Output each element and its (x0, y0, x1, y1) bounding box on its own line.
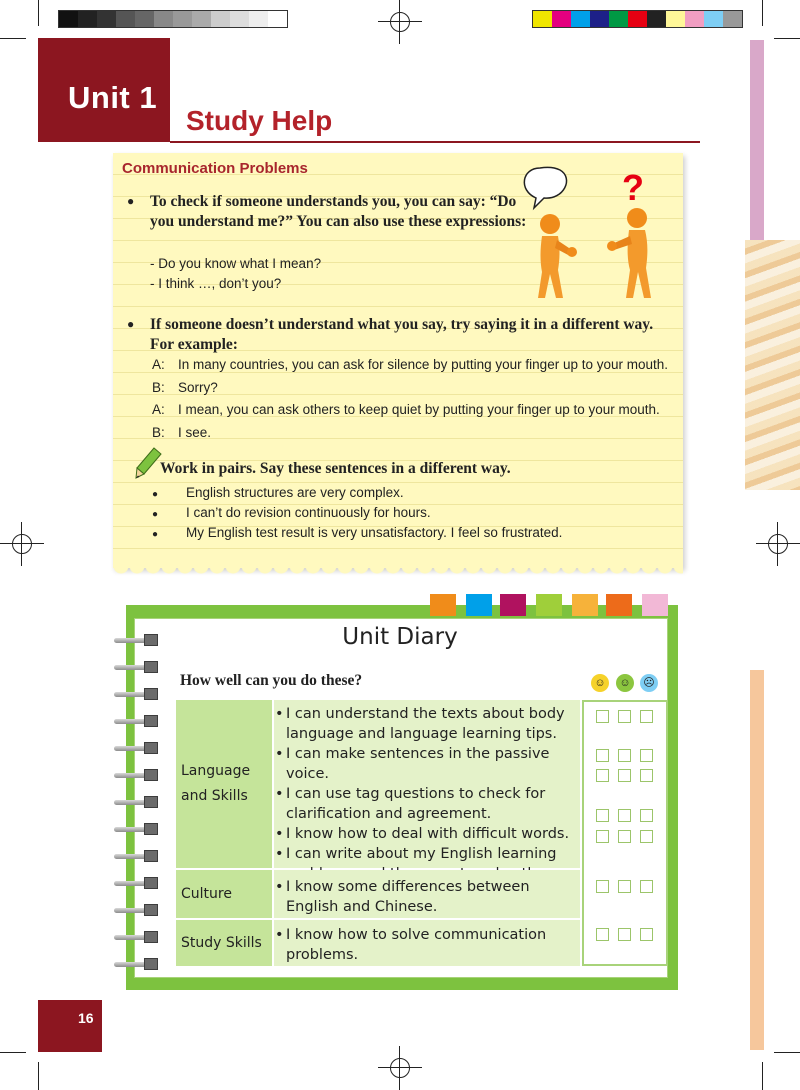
notebook-tab (642, 594, 668, 616)
registration-mark (378, 1046, 422, 1090)
task-item-text: English structures are very complex. (186, 485, 404, 500)
rating-checkbox[interactable] (618, 928, 631, 941)
diary-items (274, 700, 580, 868)
spiral-ring (114, 904, 164, 916)
spiral-ring (114, 661, 164, 673)
page-number: 16 (78, 1010, 94, 1026)
rating-checkbox[interactable] (618, 769, 631, 782)
can-do-item: • I can understand the texts about body language and language learning tips. (274, 704, 576, 744)
rating-checkbox[interactable] (618, 809, 631, 822)
rating-checkbox[interactable] (596, 769, 609, 782)
rating-checkbox[interactable] (618, 710, 631, 723)
trim-mark (774, 1052, 800, 1053)
dialogue-text: I see. (178, 425, 212, 440)
page-title: Study Help (186, 105, 333, 136)
spiral-ring (114, 877, 164, 889)
pencil-icon (134, 446, 162, 480)
dialogue-text: Sorry? (178, 380, 218, 395)
rating-checkbox[interactable] (596, 749, 609, 762)
spiral-ring (114, 634, 164, 646)
can-do-item: • I can make sentences in the passive voice. (274, 744, 576, 784)
diary-items (274, 920, 580, 966)
neutral-face-icon: ☺ (616, 674, 634, 692)
notebook-tab (466, 594, 492, 616)
rating-checkbox[interactable] (640, 710, 653, 723)
trim-mark (762, 1062, 763, 1090)
can-do-item: • I can write about my English learning (274, 844, 576, 884)
speaker-label: A: (152, 357, 165, 372)
rating-checkbox[interactable] (640, 769, 653, 782)
dialogue-line (152, 402, 660, 417)
section-heading: Communication Problems (122, 160, 308, 177)
task-item: ● My English test result is very unsatisfactory. I feel so frustrated. (152, 525, 563, 540)
rating-checkbox[interactable] (640, 928, 653, 941)
spiral-ring (114, 796, 164, 808)
rating-checkbox[interactable] (596, 880, 609, 893)
rating-checkbox[interactable] (618, 880, 631, 893)
registration-mark (0, 522, 44, 566)
title-underline (170, 141, 700, 143)
trim-mark (38, 1062, 39, 1090)
rating-checkbox[interactable] (640, 749, 653, 762)
rating-checkbox[interactable] (618, 830, 631, 843)
dialogue-line (152, 380, 218, 395)
can-do-item: • I know some differences between English and Chinese. (274, 877, 576, 917)
rating-checkbox[interactable] (640, 880, 653, 893)
notebook-tab (500, 594, 526, 616)
spiral-ring (114, 742, 164, 754)
color-strip (532, 10, 743, 28)
diary-category (176, 920, 272, 966)
diary-question: How well can you do these? (180, 672, 363, 689)
example-line: - I think …, don’t you? (150, 276, 282, 291)
trim-mark (774, 38, 800, 39)
dialogue-line (152, 425, 211, 440)
diary-items (274, 870, 580, 918)
task-item: ● English structures are very complex. (152, 485, 404, 500)
can-do-item: • I know how to deal with difficult words. (274, 824, 576, 844)
side-photo-strip (745, 240, 800, 490)
speaker-label: B: (152, 425, 165, 440)
category-label: Culture (181, 886, 232, 902)
diary-category (176, 870, 272, 918)
category-label: Study Skills (181, 935, 262, 951)
notebook-tab (430, 594, 456, 616)
bullet-dot: ● (127, 194, 135, 208)
tip-text: If someone doesn’t understand what you say, try saying it in a different way. For example: (150, 316, 654, 353)
spiral-ring (114, 688, 164, 700)
dialogue-text: I mean, you can ask others to keep quiet by putting your finger up to your mouth. (178, 402, 660, 417)
task-item: ● I can’t do revision continuously for hours. (152, 505, 431, 520)
happy-face-icon: ☺ (591, 674, 609, 692)
rating-checkbox[interactable] (640, 809, 653, 822)
task-heading: Work in pairs. Say these sentences in a different way. (160, 460, 511, 477)
spiral-ring (114, 850, 164, 862)
spiral-ring (114, 715, 164, 727)
registration-mark (378, 0, 422, 44)
notebook-tab (606, 594, 632, 616)
unit-label: Unit 1 (68, 80, 158, 115)
notebook-tab (572, 594, 598, 616)
spiral-ring (114, 931, 164, 943)
dialogue-line (152, 357, 668, 372)
spiral-ring (114, 823, 164, 835)
trim-mark (0, 38, 26, 39)
spiral-ring (114, 958, 164, 970)
speaker-label: A: (152, 402, 165, 417)
bullet-dot: ● (127, 317, 135, 331)
question-mark: ? (622, 167, 644, 208)
rating-checkbox[interactable] (640, 830, 653, 843)
task-item-text: My English test result is very unsatisfactory. I feel so frustrated. (186, 525, 563, 540)
can-do-item: • I can use tag questions to check for clarification and agreement. (274, 784, 576, 824)
diary-title: Unit Diary (342, 624, 458, 650)
speaker-label: B: (152, 380, 165, 395)
side-stripe (750, 670, 764, 1050)
notebook-tab (536, 594, 562, 616)
diary-category (176, 700, 272, 868)
trim-mark (0, 1052, 26, 1053)
trim-mark (762, 0, 763, 26)
can-do-item: • I know how to solve communication problems. (274, 925, 576, 965)
dialogue-text: In many countries, you can ask for silence by putting your finger up to your mouth. (178, 357, 669, 372)
task-item-text: I can’t do revision continuously for hours. (186, 505, 431, 520)
rating-checkbox[interactable] (596, 928, 609, 941)
tip-text: To check if someone understands you, you can say: “Do you understand me?” You can also use these expressions: (150, 193, 527, 230)
rating-checkbox[interactable] (596, 809, 609, 822)
spiral-ring (114, 769, 164, 781)
page-number-box (38, 1000, 102, 1052)
grayscale-strip (58, 10, 288, 28)
registration-mark (756, 522, 800, 566)
sad-face-icon: ☹ (640, 674, 658, 692)
example-line: - Do you know what I mean? (150, 256, 322, 271)
category-label: Language and Skills (181, 763, 251, 804)
rating-checkbox[interactable] (618, 749, 631, 762)
side-stripe (750, 40, 764, 240)
rating-checkbox[interactable] (596, 710, 609, 723)
talking-figures-illustration (512, 160, 677, 310)
rating-checkbox[interactable] (596, 830, 609, 843)
trim-mark (38, 0, 39, 26)
